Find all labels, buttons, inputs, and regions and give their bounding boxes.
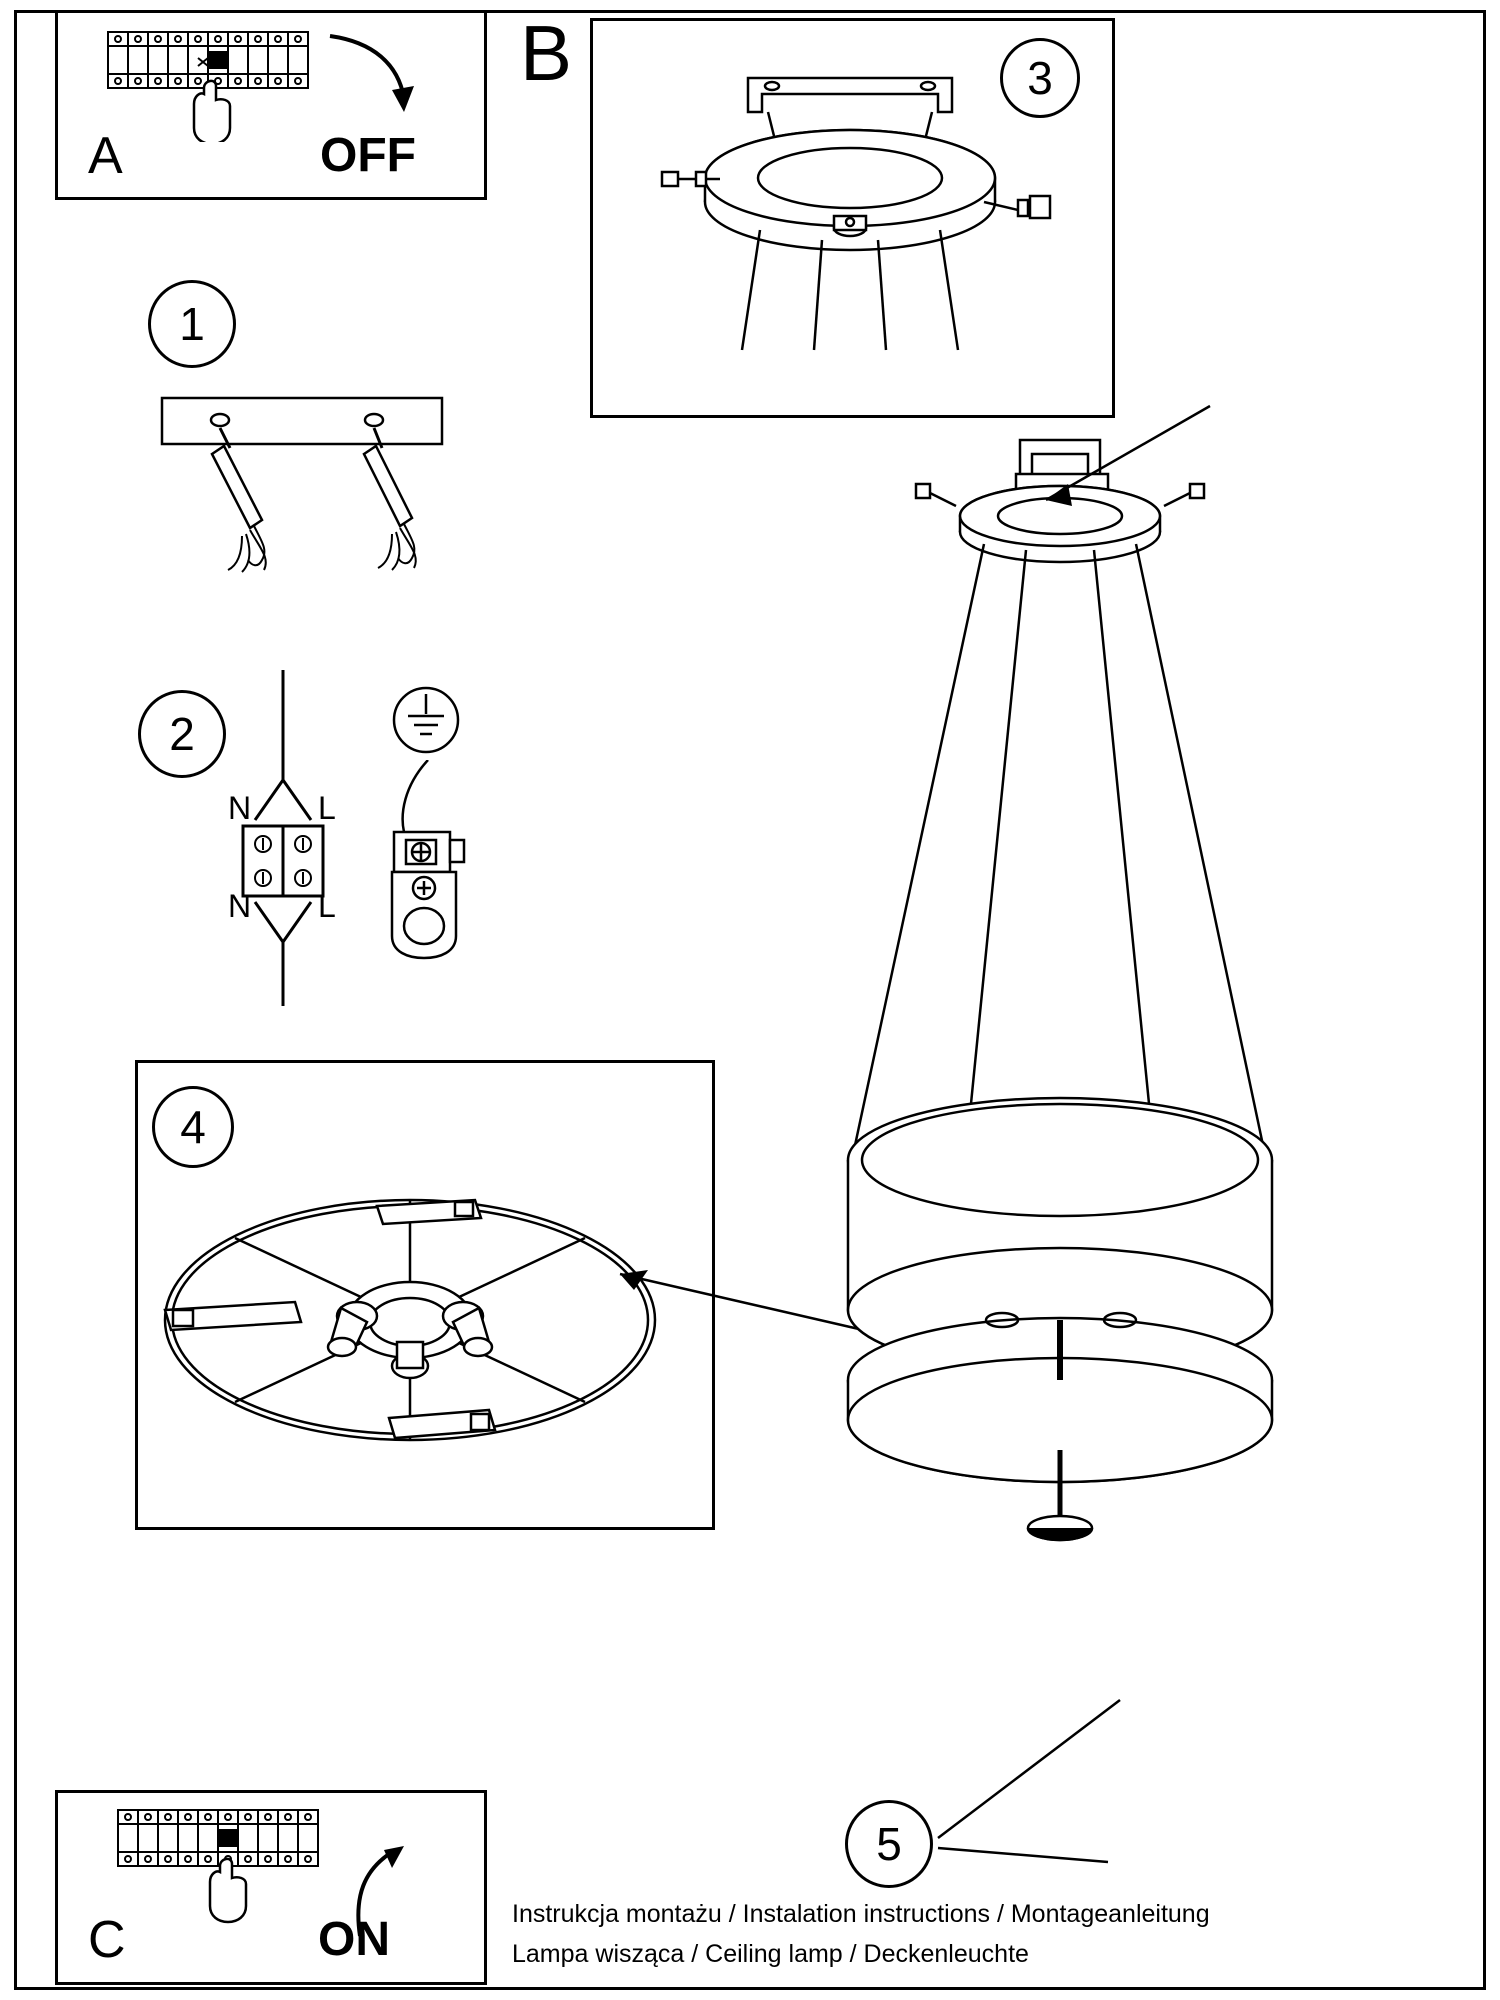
arrow-up-on-icon [320,1836,430,1946]
terminal-label-l-bottom: L [318,888,336,924]
step-1-circle: 1 [148,280,236,368]
terminal-label-n-top: N [228,790,252,826]
panel-c-letter: C [88,1911,126,1969]
footer-line-1: Instrukcja montażu / Instalation instructions / Montageanleitung [512,1900,1210,1928]
footer-line-2: Lampa wisząca / Ceiling lamp / Deckenleuchte [512,1940,1029,1968]
step-3-circle: 3 [1000,38,1080,118]
callout-lines-step-5 [930,1690,1190,1870]
arrow-down-off-icon [318,24,428,124]
ceiling-bracket-wires-diagram [150,390,510,640]
step-4-circle: 4 [152,1086,234,1168]
canopy-mount-diagram [600,50,1100,410]
step-2-circle: 2 [138,690,226,778]
panel-c-action-label: ON [318,1913,390,1966]
panel-a-letter: A [88,127,123,185]
pendant-lamp-illustration [820,420,1460,1900]
step-5-circle: 5 [845,1800,933,1888]
breaker-on-icon [110,1800,340,1930]
panel-b-letter: B [520,9,573,97]
earth-terminal-diagram [370,760,500,960]
terminal-label-l-top: L [318,790,336,826]
breaker-off-icon [100,22,330,142]
callout-line-panel-b [1020,400,1220,510]
panel-a-action-label: OFF [320,129,416,182]
terminal-label-n-bottom: N [228,888,252,924]
